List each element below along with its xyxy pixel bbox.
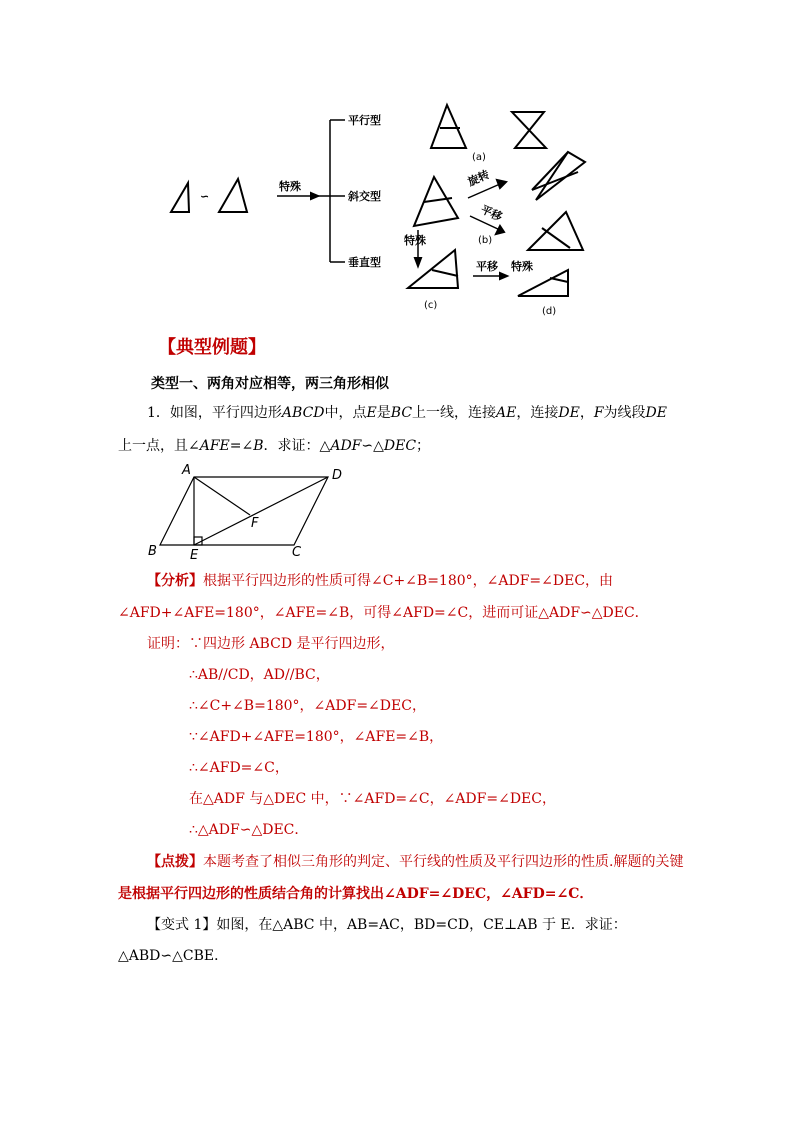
segment-ed xyxy=(194,477,328,545)
comment-line2: 是根据平行四边形的性质结合角的计算找出∠ADF=∠DEC，∠AFD=∠C． xyxy=(118,886,594,902)
section-title: 【典型例题】 xyxy=(158,337,266,358)
label-special-2: 特殊 xyxy=(404,234,426,247)
label-special-3: 特殊 xyxy=(511,260,533,273)
similar-triangles-classification-diagram xyxy=(140,100,620,325)
arrow-label-special: 特殊 xyxy=(279,180,301,193)
label-e: E xyxy=(190,548,199,563)
branch-parallel: 平行型 xyxy=(348,114,381,127)
label-b: B xyxy=(148,544,157,559)
triangle-right xyxy=(219,179,247,212)
proof-line4: ∵∠AFD+∠AFE=180°，∠AFE=∠B， xyxy=(189,729,444,745)
type-heading: 类型一、两角对应相等，两三角形相似 xyxy=(151,376,389,392)
branch-oblique: 斜交型 xyxy=(348,190,381,203)
triangle-c xyxy=(408,250,458,288)
segment-af xyxy=(194,477,250,515)
label-c: C xyxy=(292,545,302,560)
problem1-line2: 上一点，且∠AFE=∠B．求证：△ADF∽△DEC； xyxy=(118,438,431,454)
parallelogram-figure xyxy=(140,460,360,565)
label-translate-2: 平移 xyxy=(476,260,498,273)
label-d: D xyxy=(332,468,343,483)
analysis-line2: ∠AFD+∠AFE=180°，∠AFE=∠B，可得∠AFD=∠C，进而可证△ADF∽△DEC． xyxy=(118,605,649,621)
caption-c: (c) xyxy=(424,300,438,311)
proof-line2: ∴AB//CD，AD//BC， xyxy=(189,667,330,683)
proof-line3: ∴∠C+∠B=180°，∠ADF=∠DEC， xyxy=(189,698,426,714)
caption-b: (b) xyxy=(478,235,493,246)
triangle-b3 xyxy=(528,212,583,250)
proof-line5: ∴∠AFD=∠C， xyxy=(189,760,289,776)
caption-d: (d) xyxy=(542,306,557,317)
hourglass-a2 xyxy=(512,112,546,148)
triangle-d xyxy=(518,270,568,296)
label-f: F xyxy=(251,516,259,531)
triangle-b1 xyxy=(414,177,458,226)
branch-vertical: 垂直型 xyxy=(348,256,381,269)
variant-line1: 【变式 1】如图，在△ABC 中，AB=AC，BD=CD，CE⊥AB 于 E．求证： xyxy=(147,917,627,933)
label-rotate: 旋转 xyxy=(465,167,492,189)
caption-a: (a) xyxy=(472,152,486,163)
proof-line6: 在△ADF 与△DEC 中，∵∠AFD=∠C，∠ADF=∠DEC， xyxy=(189,791,556,807)
triangle-left xyxy=(171,183,189,212)
comment-line1: 【点拨】本题考查了相似三角形的判定、平行线的性质及平行四边形的性质.解题的关键 xyxy=(147,854,684,870)
analysis-line1: 【分析】根据平行四边形的性质可得∠C+∠B=180°，∠ADF=∠DEC，由 xyxy=(147,573,614,589)
proof-line7: ∴△ADF∽△DEC． xyxy=(189,822,309,838)
variant-line2: △ABD∽△CBE． xyxy=(118,948,229,964)
triangle-a1 xyxy=(431,105,466,148)
problem1-line1: 1．如图，平行四边形ABCD中，点E是BC上一线，连接AE，连接DE，F为线段DE xyxy=(147,405,667,421)
proof-line1: 证明：∵四边形 ABCD 是平行四边形， xyxy=(147,636,395,652)
label-translate-1: 平移 xyxy=(478,202,505,224)
label-a: A xyxy=(182,463,191,478)
similar-symbol: ∽ xyxy=(200,190,210,203)
